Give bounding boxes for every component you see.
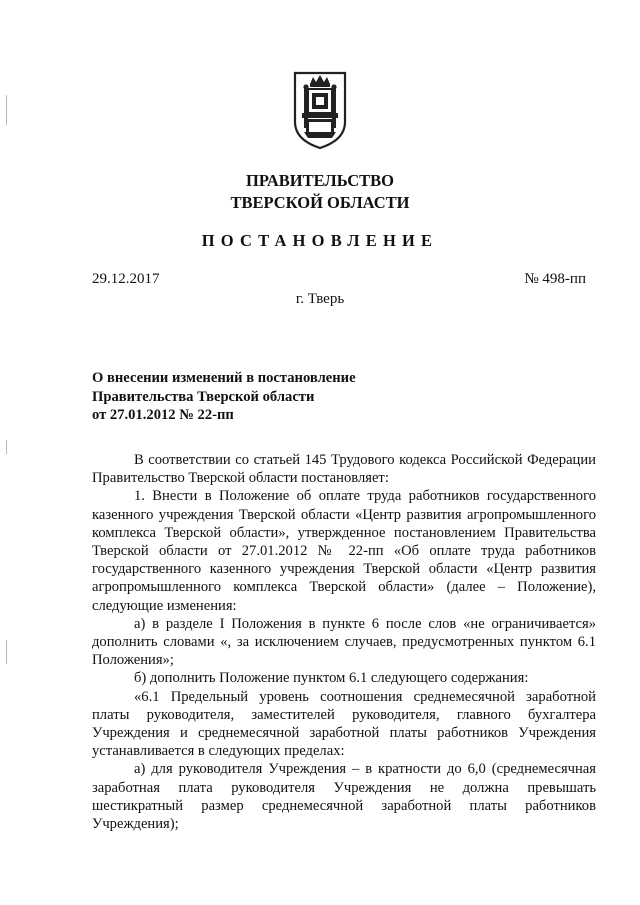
document-subject xyxy=(92,369,356,425)
scan-margin-mark xyxy=(6,640,7,664)
scan-margin-mark xyxy=(6,95,7,125)
subject-line1: О внесении изменений в постановление xyxy=(92,370,356,386)
body-paragraph: В соответствии со статьей 145 Трудового кодекса Российской Федерации Правительство Тверской области постановляет: xyxy=(92,452,596,487)
body-paragraph: а) для руководителя Учреждения – в кратности до 6,0 (среднемесячная заработная плата руководителя Учреждения не должна превышать шестикратный размер среднемесячной заработной платы работников Учреждения); xyxy=(92,761,596,833)
scan-margin-mark xyxy=(6,440,7,454)
body-paragraph: б) дополнить Положение пунктом 6.1 следующего содержания: xyxy=(134,670,529,687)
document-body xyxy=(92,451,596,833)
body-paragraph: 1. Внести в Положение об оплате труда работников государственного казенного учреждения Тверской области «Центр развития агропромышленного комплекса Тверской области», утвержденное постановлением Правительства Тверской области от 27.01.2012 № 22-пп «Об оплате труда работников государственного казенного учреждения Тверской области «Центр развития агропромышленного комплекса Тверской области» (далее – Положение), следующие изменения: xyxy=(92,488,596,614)
subject-line2: Правительства Тверской области xyxy=(92,388,315,405)
government-name-line2: ТВЕРСКОЙ ОБЛАСТИ xyxy=(230,193,410,212)
document-type-title: ПОСТАНОВЛЕНИЕ xyxy=(201,231,439,250)
tver-coat-of-arms-icon xyxy=(292,70,348,150)
document-number: № 498-пп xyxy=(524,271,586,287)
body-paragraph: а) в разделе I Положения в пункте 6 после слов «не ограничивается» дополнить словами «, за исключением случаев, предусмотренных пунктом 6.1 Положения»; xyxy=(92,615,596,669)
subject-line3: от 27.01.2012 № 22-пп xyxy=(92,407,234,424)
document-city: г. Тверь xyxy=(295,291,345,307)
government-name-line1: ПРАВИТЕЛЬСТВО xyxy=(246,171,394,190)
document-date: 29.12.2017 xyxy=(92,271,160,287)
body-paragraph: «6.1 Предельный уровень соотношения среднемесячной заработной платы руководителя, заместителей руководителя, главного бухгалтера Учреждения и среднемесячной заработной платы работников Учреждения устанавливается в следующих пределах: xyxy=(92,688,596,760)
